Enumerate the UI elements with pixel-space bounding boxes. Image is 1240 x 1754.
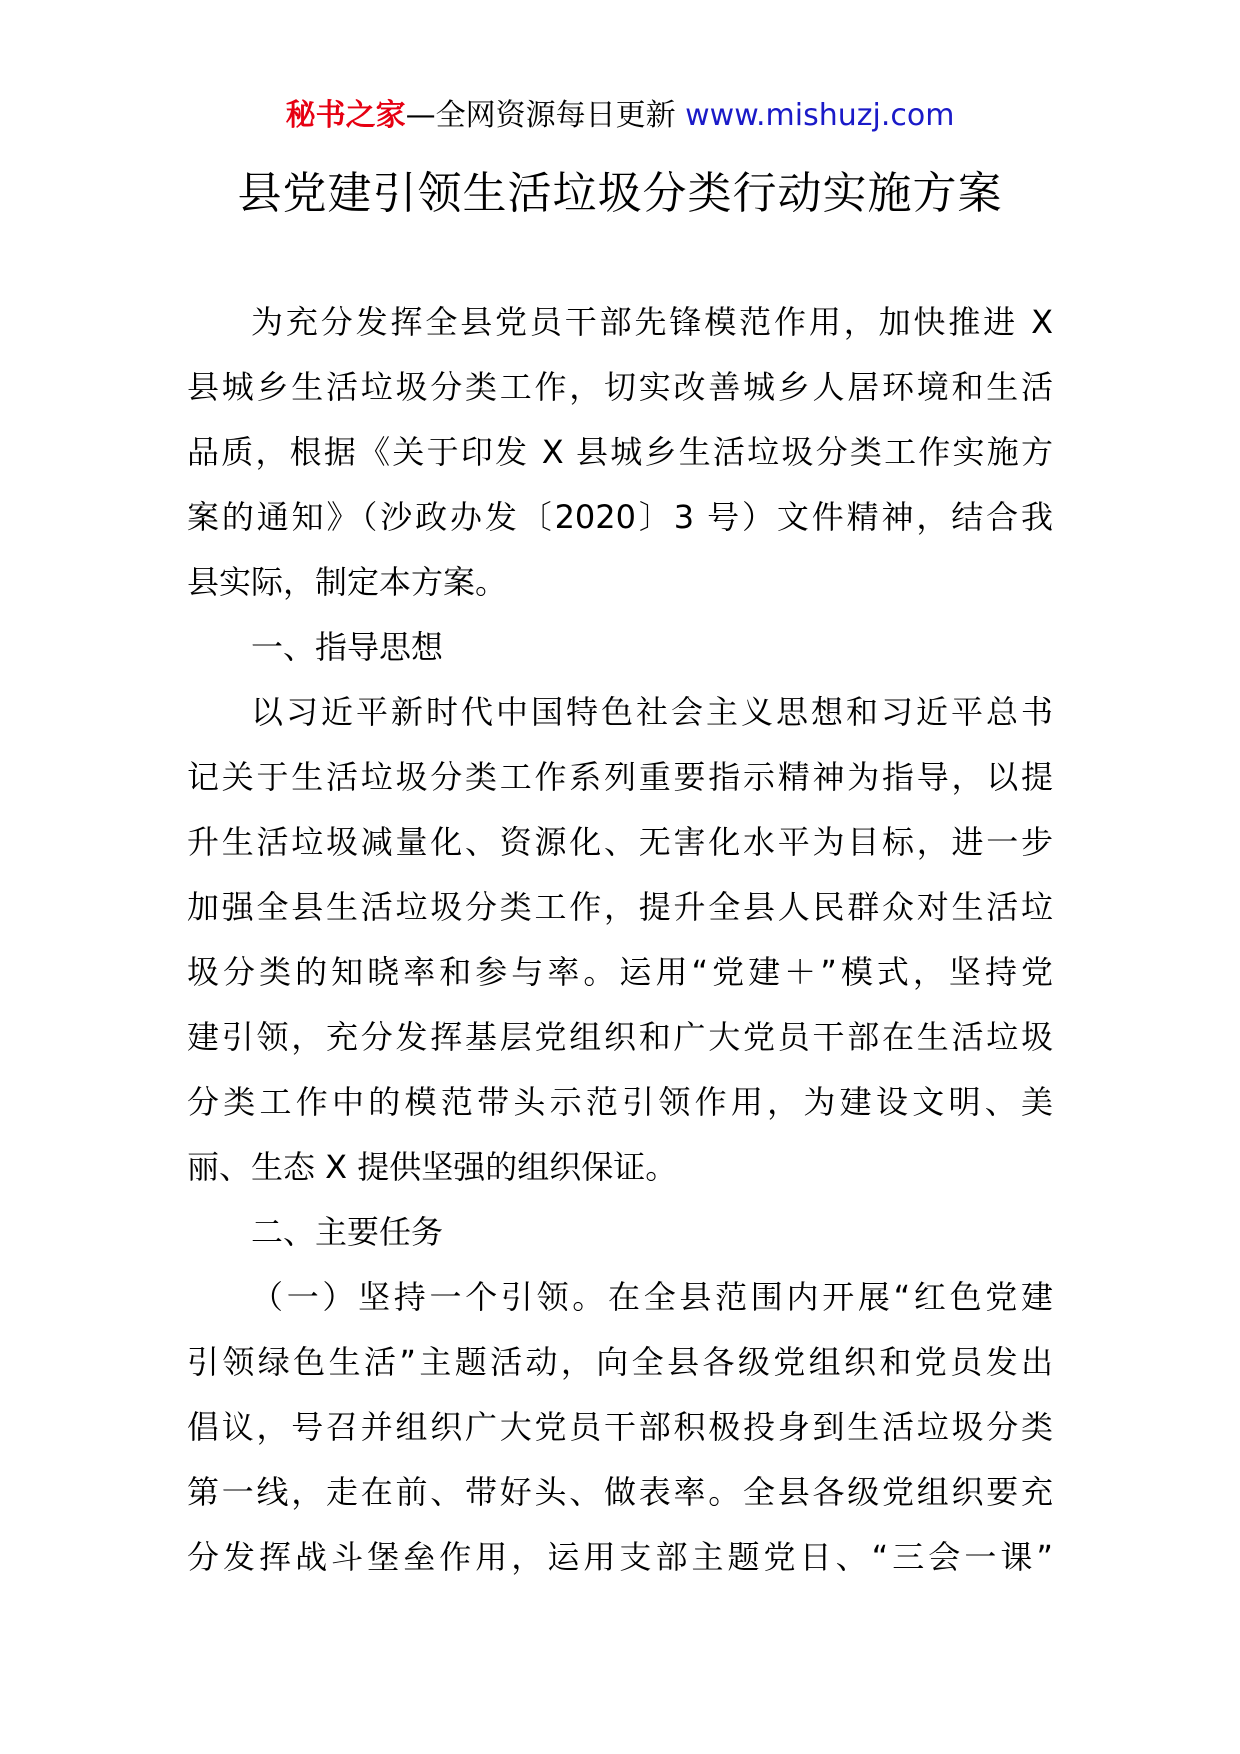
text-line: 为充分发挥全县党员干部先锋模范作用，加快推进 X: [251, 303, 1053, 341]
text-line: 分类工作中的模范带头示范引领作用，为建设文明、美: [187, 1083, 1053, 1121]
document-title: 县党建引领生活垃圾分类行动实施方案: [237, 168, 1003, 219]
text-line: 县城乡生活垃圾分类工作，切实改善城乡人居环境和生活: [187, 368, 1053, 406]
guiding-ideology-paragraph: [187, 680, 1053, 1200]
text-line: 倡议，号召并组织广大党员干部积极投身到生活垃圾分类: [187, 1408, 1053, 1446]
text-line: 分发挥战斗堡垒作用，运用支部主题党日、“三会一课”: [187, 1538, 1053, 1576]
text-line: 县实际，制定本方案。: [187, 563, 508, 601]
text-line: 建引领，充分发挥基层党组织和广大党员干部在生活垃圾: [187, 1018, 1053, 1056]
section-heading-main-tasks: 二、主要任务: [251, 1213, 444, 1251]
text-line: 升生活垃圾减量化、资源化、无害化水平为目标，进一步: [187, 823, 1053, 861]
site-url-link[interactable]: www.mishuzj.com: [685, 98, 955, 133]
site-banner: [0, 96, 1240, 136]
text-line: 以习近平新时代中国特色社会主义思想和习近平总书: [251, 693, 1053, 731]
text-line: 第一线，走在前、带好头、做表率。全县各级党组织要充: [187, 1473, 1053, 1511]
text-line: 引领绿色生活”主题活动，向全县各级党组织和党员发出: [187, 1343, 1053, 1381]
section-heading-guiding-ideology: 一、指导思想: [251, 628, 444, 666]
text-line: 圾分类的知晓率和参与率。运用“党建＋”模式，坚持党: [187, 953, 1053, 991]
document-body: [187, 290, 1053, 1590]
intro-paragraph: [187, 290, 1053, 615]
text-line: 丽、生态 X 提供坚强的组织保证。: [187, 1148, 678, 1186]
text-line: 案的通知》（沙政办发〔2020〕3 号）文件精神，结合我: [187, 498, 1053, 536]
text-line: 记关于生活垃圾分类工作系列重要指示精神为指导，以提: [187, 758, 1053, 796]
brand-name: 秘书之家: [285, 98, 406, 133]
banner-tagline: —全网资源每日更新: [405, 98, 686, 133]
text-line: 品质，根据《关于印发 X 县城乡生活垃圾分类工作实施方: [187, 433, 1053, 471]
text-line: 加强全县生活垃圾分类工作，提升全县人民群众对生活垃: [187, 888, 1053, 926]
main-tasks-paragraph: [187, 1265, 1053, 1590]
text-line: （一）坚持一个引领。在全县范围内开展“红色党建: [251, 1278, 1053, 1316]
